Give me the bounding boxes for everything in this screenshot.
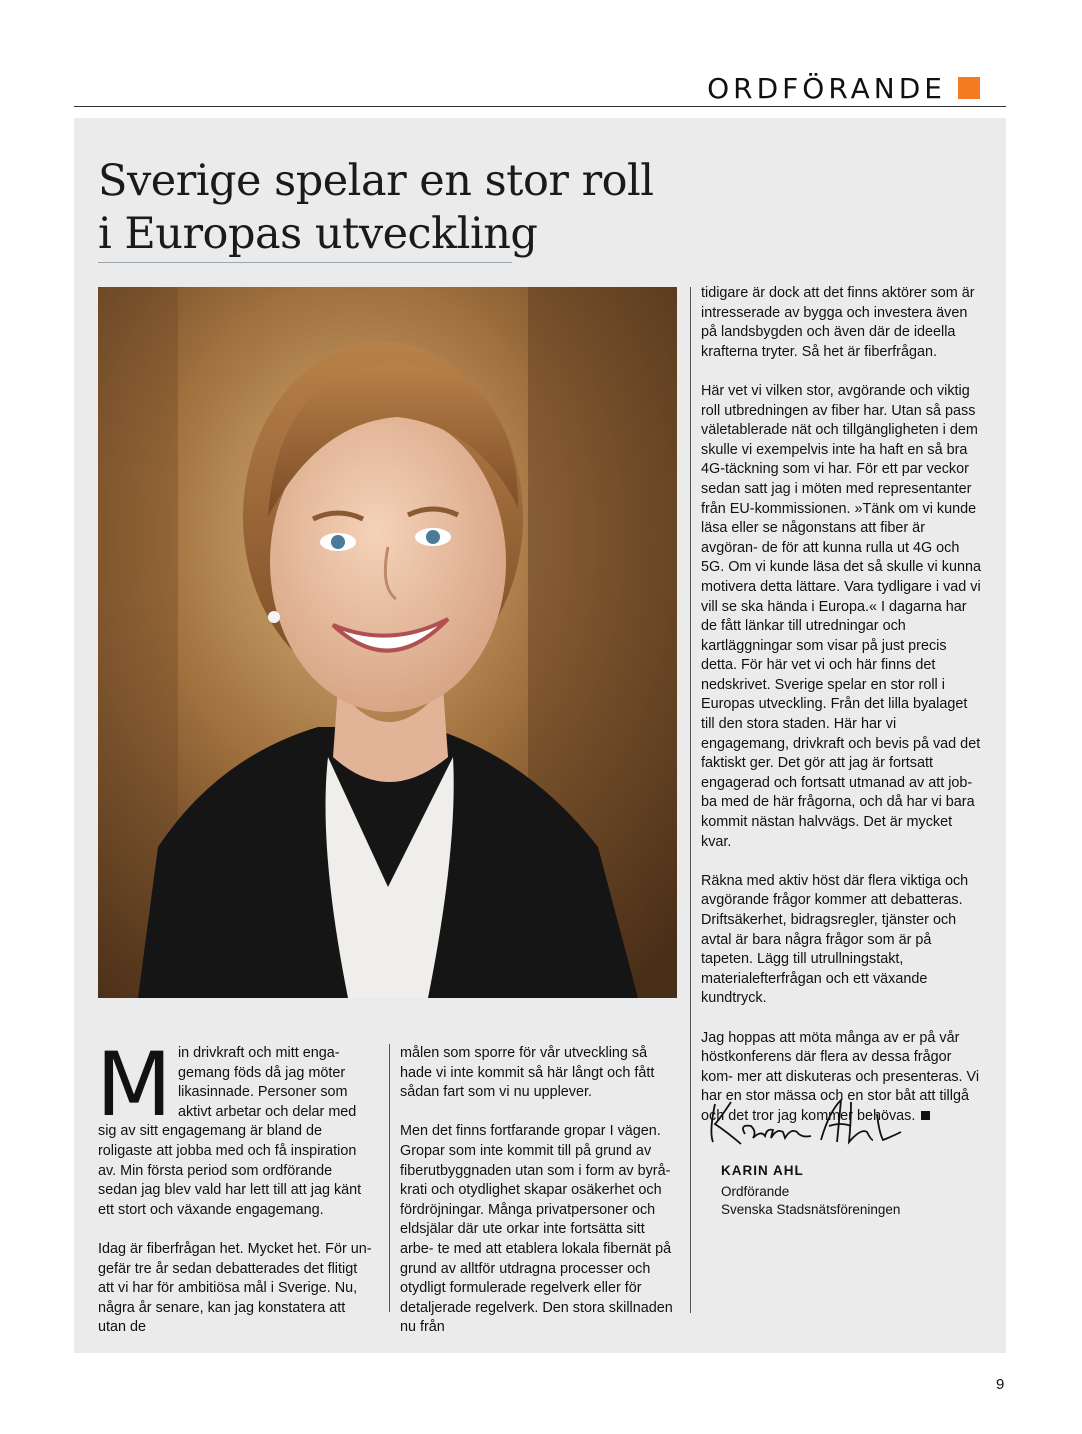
article-headline xyxy=(98,155,668,261)
portrait-photo xyxy=(98,287,677,998)
column-divider xyxy=(690,287,691,1313)
paragraph: Men det finns fortfarande gropar I vägen. Gropar som inte kommit till på grund av fiberutbyggnaden utan som i form av byrå- krati och otydlighet skapar osäkerhet och fördröjningar. Många privatpersoner och eldsjälar där ute orkar inte fortsätta sitt arbe- te med att etablera lokala fibernät på grund av alltför utdragna processer och otydligt formulerade regelverk eller för detaljerade regelverk. Den stora skillnaden nu från xyxy=(400,1123,673,1336)
section-label: ORDFÖRANDE xyxy=(707,72,946,105)
end-mark-icon xyxy=(921,1111,930,1120)
headline-line-1: Sverige spelar en stor roll xyxy=(98,156,654,206)
headline-line-2: i Europas utveckling xyxy=(98,209,538,259)
signature-role: Ordförande Svenska Stadsnätsföreningen xyxy=(721,1184,901,1217)
section-header xyxy=(74,62,1006,107)
paragraph: målen som sporre för vår utveckling så hade vi inte kommit så här långt och fått sådan fart som vi nu upplever. xyxy=(400,1045,655,1101)
paragraph: tidigare är dock att det finns aktörer som är intresserade av bygga och investera även på landsbygden och även där de ideella krafterna tryter. Så het är fiberfrågan. xyxy=(701,285,975,360)
column-divider xyxy=(389,1044,390,1312)
page-number: 9 xyxy=(996,1376,1005,1393)
dropcap: M xyxy=(96,1033,172,1136)
paragraph: Idag är fiberfrågan het. Mycket het. För un- gefär tre år sedan debatterades det flitigt att vi har för ambitiösa mål i Sverige. Nu, några år senare, kan jag konstatera att utan de xyxy=(98,1240,372,1336)
signature-name: KARIN AHL xyxy=(721,1163,804,1178)
section-accent-square xyxy=(958,77,980,99)
paragraph: Räkna med aktiv höst där flera viktiga och avgörande frågor kommer att debatteras. Driftsäkerhet, bidragsregler, tjänster och avtal är bara några frågor som är på tapeten. Lägg till utrullningstakt, materialefterfrågan och ett växande kundtryck. xyxy=(701,872,969,1007)
paragraph: Min drivkraft och mitt enga- gemang föds då jag möter likasinnade. Personer som aktivt arbetar och delar med sig av sitt engagemang är bland de roligaste att jobba med och få inspiration av. Min första period som ordförande sedan jag blev vald har lett till att jag känt ett stort och växande engagemang. xyxy=(96,1033,362,1218)
paragraph: Här vet vi vilken stor, avgörande och viktig roll utbredningen av fiber har. Utan så pass väletablerade nät och tillgängligheten i dem skulle vi exempelvis inte ha haft en så bra 4G-täckning som vi har. För ett par veckor sedan satt jag i möten med representanter från EU-kommissionen. »Tänk om vi kunde läsa eller se någonstans att fiber är avgöran- de för att kunna rulla ut 4G och 5G. Om vi kunde läsa det så skulle vi kunna motivera detta lättare. Vara tydligare i vad vi vill se ska hända i Europa.« I dagarna har de fått länkar till utredningar och kartläggningar som visar på just precis detta. För här vet vi och här finns det nedskrivet. Sverige spelar en stor roll i Europas utveckling. Från det lilla byalaget till den stora staden. Här har vi engagemang, drivkraft och bevis på vad det faktiskt ger. Det gör att jag är fortsatt engagerad och fortsatt utmanad av att job- ba med de här frågorna, och då har vi bara kommit nästan halvvägs. Det är mycket kvar. xyxy=(701,382,981,850)
headline-underline xyxy=(98,262,512,263)
paragraph: Jag hoppas att möta många av er på vår höstkonferens där flera av dessa frågor kom- mer att diskuteras och presenteras. Vi har en stor mässa och en stor båt att tillgå och det tror jag kommer behövas. xyxy=(701,1029,980,1124)
article-column-3 xyxy=(701,284,981,1127)
article-column-1 xyxy=(96,1033,374,1338)
handwritten-signature xyxy=(701,1092,916,1152)
article-column-2 xyxy=(400,1044,682,1338)
